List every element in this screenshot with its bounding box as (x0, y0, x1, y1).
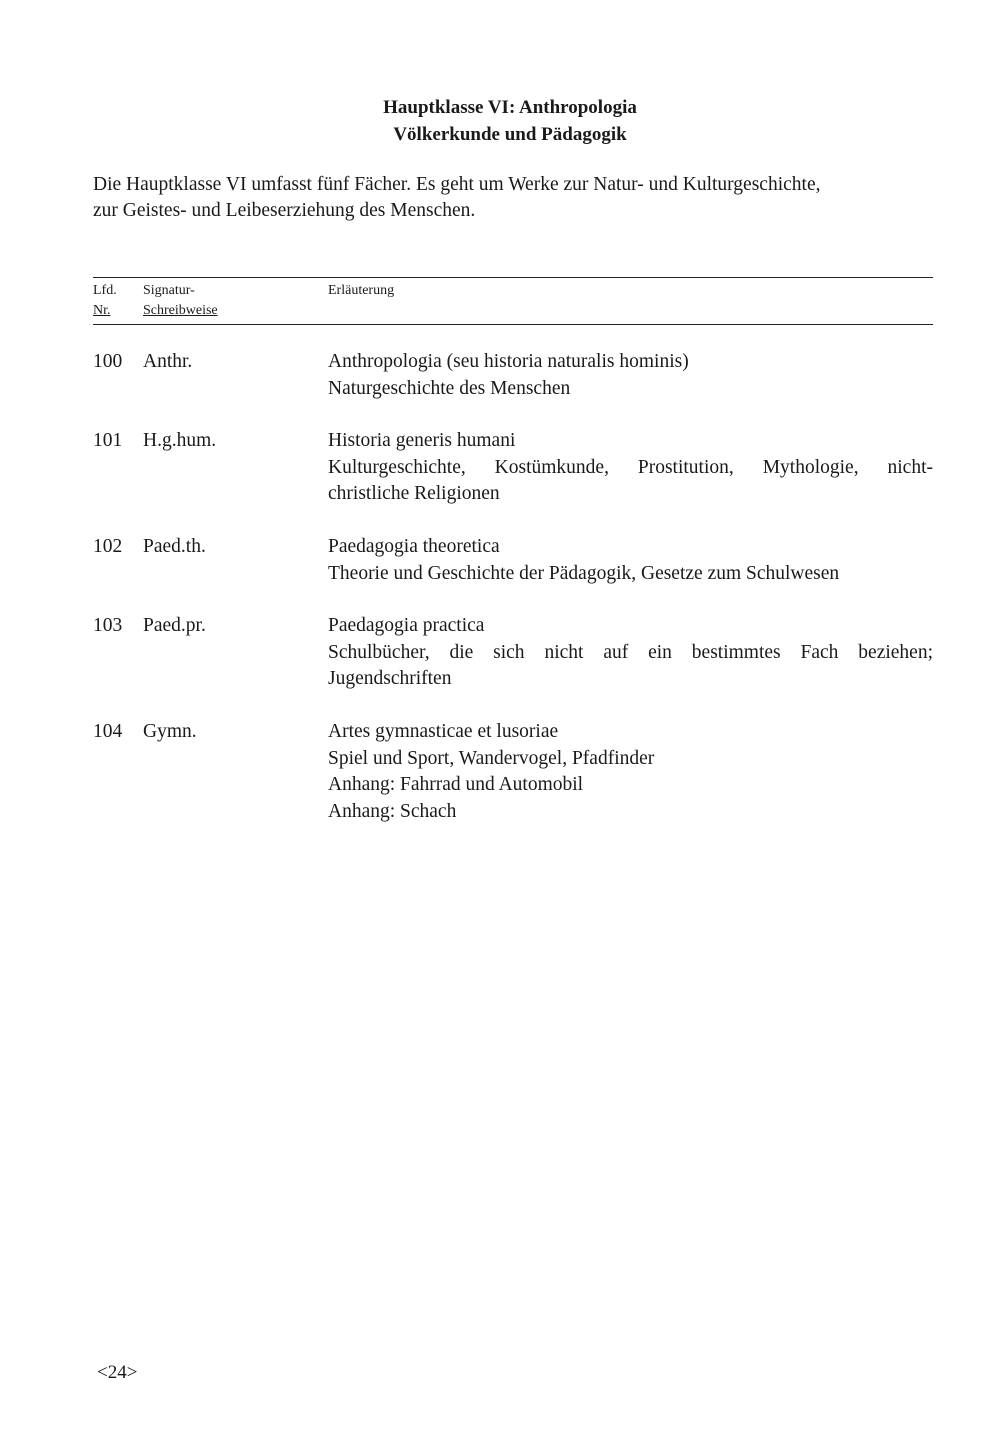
row-signature: Paed.th. (143, 536, 206, 557)
explanation-line: Artes gymnasticae et lusoriae (328, 721, 559, 742)
explanation-line: Historia generis humani (328, 430, 516, 451)
row-signature: Gymn. (143, 721, 197, 742)
row-explanation (328, 428, 933, 508)
row-number: 103 (93, 615, 123, 636)
page-title (0, 94, 1000, 148)
header-explanation: Erläuterung (328, 283, 395, 298)
intro-line-2: zur Geistes- und Leibeserziehung des Menschen. (93, 200, 476, 221)
header-signature-line-1: Signatur- (143, 283, 195, 298)
explanation-line: Paedagogia theoretica (328, 536, 500, 557)
explanation-line: christliche Religionen (328, 483, 500, 504)
explanation-line: Theorie und Geschichte der Pädagogik, Gesetze zum Schulwesen (328, 562, 840, 584)
row-explanation (328, 719, 933, 825)
header-signature (143, 281, 313, 321)
table-top-rule (93, 277, 933, 278)
row-signature: Anthr. (143, 351, 193, 372)
row-number: 101 (93, 430, 123, 451)
explanation-line: Spiel und Sport, Wandervogel, Pfadfinder (328, 747, 655, 769)
row-number: 104 (93, 721, 123, 742)
explanation-line: Naturgeschichte des Menschen (328, 377, 571, 399)
row-explanation (328, 349, 933, 402)
row-signature: Paed.pr. (143, 615, 206, 636)
header-number-line-1: Lfd. (93, 283, 117, 298)
intro-line-1: Die Hauptklasse VI umfasst fünf Fächer. Es geht um Werke zur Natur- und Kulturgeschichte, (93, 174, 821, 195)
table-header-rule (93, 324, 933, 325)
explanation-line: Schulbücher, die sich nicht auf ein bestimmtes Fach beziehen; (328, 641, 933, 663)
title-line-2: Völkerkunde und Pädagogik (393, 124, 627, 145)
header-signature-line-2: Schreibweise (143, 303, 218, 318)
row-explanation (328, 534, 933, 587)
explanation-line: Jugendschriften (328, 668, 452, 689)
explanation-line: Anhang: Schach (328, 800, 457, 822)
header-number (93, 281, 138, 321)
row-signature: H.g.hum. (143, 430, 217, 451)
explanation-line: Anthropologia (seu historia naturalis hominis) (328, 351, 689, 372)
row-number: 102 (93, 536, 123, 557)
title-line-1: Hauptklasse VI: Anthropologia (383, 97, 637, 118)
explanation-line: Kulturgeschichte, Kostümkunde, Prostitution, Mythologie, nicht- (328, 456, 933, 478)
page-number: <24> (97, 1362, 138, 1383)
row-number: 100 (93, 351, 123, 372)
explanation-line: Anhang: Fahrrad und Automobil (328, 774, 584, 795)
intro-paragraph (93, 172, 943, 224)
header-number-line-2: Nr. (93, 303, 111, 318)
explanation-line: Paedagogia practica (328, 615, 485, 636)
row-explanation (328, 613, 933, 693)
